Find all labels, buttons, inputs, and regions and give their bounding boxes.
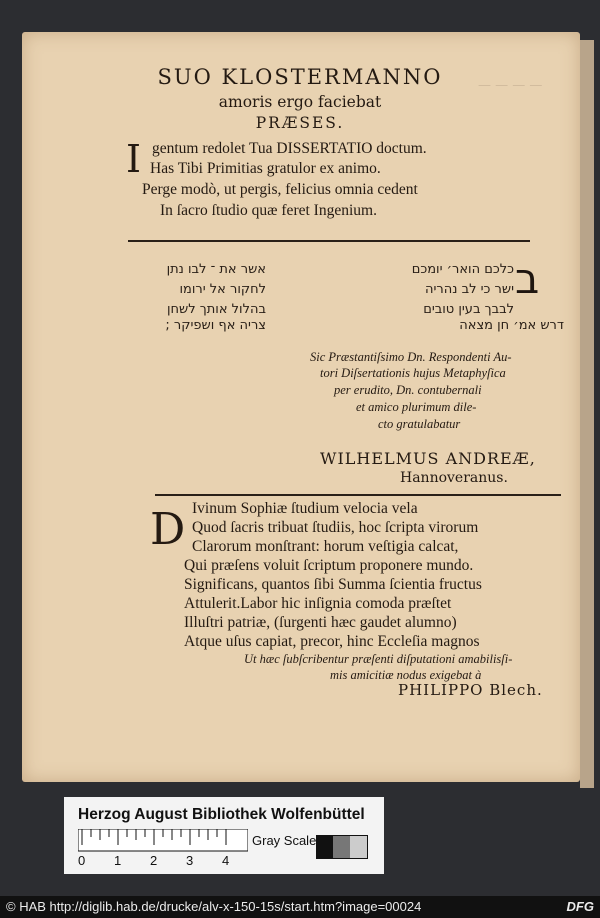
divider-rule [155,494,561,496]
title-line-1: SUO KLOSTERMANNO [157,65,443,89]
ruler-number: 3 [186,853,194,868]
signature-2: PHILIPPO Blech. [398,681,543,699]
page-edge [580,40,594,788]
dedication-line: tori Diſsertationis hujus Metaphyſica [320,366,506,380]
poem2-dropcap: D [150,504,186,555]
ruler-number: 0 [78,853,86,868]
ruler-number: 4 [222,853,230,868]
closing-line: Ut hæc ſubſcribentur præſenti diſputationi amabilisſi- [244,652,513,666]
hebrew-line: צריה אף ושפיקר ; [165,318,266,333]
ruler-number: 2 [150,853,158,868]
hebrew-line: דרש אמ׳ חן מצאה [459,318,564,333]
poem2-line: Attulerit.Labor hic inſignia comoda præſtet [184,595,452,612]
footer-bar [0,896,600,918]
poem2-line: Quod ſacris tribuat ſtudiis, hoc ſcripta virorum [192,519,479,536]
hebrew-line: בהלול אותך לשחן [167,302,266,317]
poem2-line: Clarorum monſtrant: horum veſtigia calcat, [192,538,459,555]
poem2-line: Ivinum Sophiæ ſtudium velocia vela [192,500,418,517]
poem2-line: Qui præſens voluit ſcriptum proponere mundo. [184,557,474,574]
library-name: Herzog August Bibliothek Wolfenbüttel [78,806,365,823]
poem2-line: Illuſtri patriæ, (ſurgenti hæc gaudet alumno) [184,614,457,631]
poem2-line: Atque uſus capiat, precor, hinc Eccleſia magnos [184,633,480,650]
title-line-2: amoris ergo faciebat [218,93,382,111]
copyright-link[interactable]: © HAB http://diglib.hab.de/drucke/alv-x-150-15s/start.htm?image=00024 [6,899,422,914]
dedication-line: Sic Præstantiſsimo Dn. Respondenti Au- [310,350,512,364]
gray-scale-label: Gray Scale [252,833,317,848]
signature-1-origin: Hannoveranus. [400,470,508,486]
dedication-line: et amico plurimum dile- [356,400,477,414]
poem1-line: Perge modò, ut pergis, felicius omnia cedent [142,181,418,198]
ruler-icon [78,829,248,853]
dfg-logo: DFG [566,899,594,914]
dedication-line: cto gratulabatur [378,417,461,431]
closing-line: mis amicitiæ nodus exigebat à [330,668,482,682]
signature-1-name: WILHELMUS ANDREÆ, [320,449,536,468]
hebrew-line: לבבך בעין טובים [423,302,514,317]
poem1-dropcap: I [126,137,142,181]
poem2-line: Significans, quantos ſibi Summa ſcientia fructus [184,576,482,593]
dedication-line: per erudito, Dn. contubernali [334,383,482,397]
ruler-number: 1 [114,853,122,868]
poem1-line: Has Tibi Primitias gratulor ex animo. [150,160,381,177]
divider-rule [128,240,530,242]
title-line-3: PRÆSES. [255,114,345,132]
hebrew-initial: ב [515,254,540,303]
poem1-line: In ſacro ſtudio quæ feret Ingenium. [160,202,377,219]
hebrew-line: ישר כי לב נהריה [425,282,514,297]
hebrew-line: כלכם הואר׳ יומכם [411,262,514,277]
hebrew-line: לחקור אל ירומו [179,282,266,297]
poem1-line: gentum redolet Tua DISSERTATIO doctum. [152,140,427,157]
gray-scale-swatch [316,835,368,859]
hebrew-line: אשר את ־ לבו נתן [166,262,266,277]
show-through-text: — — — — [478,78,543,93]
color-scale-bar [64,797,384,874]
